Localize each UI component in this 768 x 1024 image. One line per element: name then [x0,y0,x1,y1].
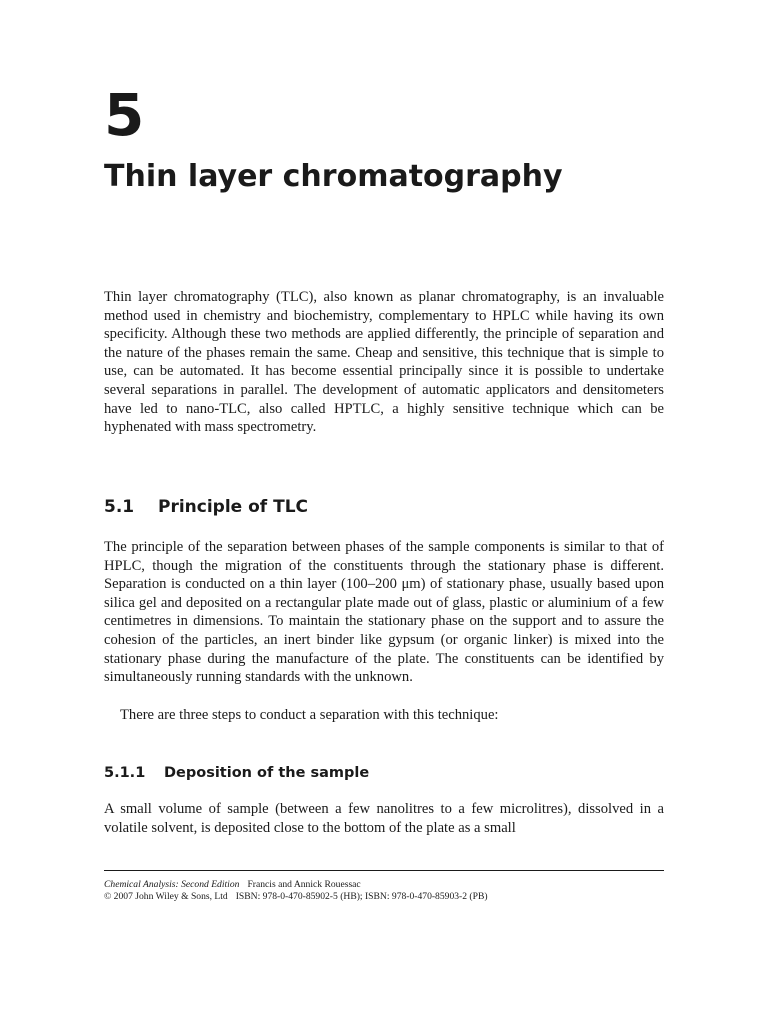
chapter-number: 5 [104,81,145,149]
footer-book-title: Chemical Analysis: Second Edition [104,879,240,890]
section-5-1-paragraph-1: The principle of the separation between phases of the sample components is similar to that of HPLC, though the migration of the constituents through the stationary phase is different. Separation is conducted on a thin layer (100–200 μm) of stationary phase, usually based upon silica gel and deposited on a rectangular plate made out of glass, plastic or aluminium of a few centimetres in dimensions. To maintain the stationary phase on the support and to assure the cohesion of the particles, an inert binder like gypsum (or organic linker) is mixed into the stationary phase during the manufacture of the plate. The constituents can be identified by simultaneously running standards with the unknown. [104,539,664,686]
section-number: 5.1 [104,497,135,517]
footer-isbn: ISBN: 978-0-470-85902-5 (HB); ISBN: 978-0-470-85903-2 (PB) [235,891,488,902]
subsection-title: Deposition of the sample [164,765,370,781]
subsection-heading-5-1-1 [104,765,369,781]
footer-line-2 [104,891,664,903]
subsection-number: 5.1.1 [104,765,146,781]
footer-line-1 [104,879,664,891]
footer-authors: Francis and Annick Rouessac [247,879,361,890]
chapter-title: Thin layer chromatography [104,159,563,194]
section-title: Principle of TLC [158,497,309,517]
section-5-1-paragraph-2: There are three steps to conduct a separation with this technique: [120,707,499,723]
section-heading-5-1 [104,497,308,517]
footer-copyright: © 2007 John Wiley & Sons, Ltd [104,891,228,902]
section-5-1-1-paragraph-1: A small volume of sample (between a few nanolitres to a few microlitres), dissolved in a volatile solvent, is deposited close to the bottom of the plate as a small [104,801,664,836]
footer-divider [104,870,664,871]
intro-paragraph: Thin layer chromatography (TLC), also known as planar chromatography, is an invaluable method used in chemistry and biochemistry, complementary to HPLC while having its own specificity. Although these two methods are applied differently, the principle of separation and the nature of the phases remain the same. Cheap and sensitive, this technique that is simple to use, can be automated. It has become essential principally since it is possible to undertake several separations in parallel. The development of automatic applicators and densitometers have led to nano-TLC, also called HPTLC, a highly sensitive technique which can be hyphenated with mass spectrometry. [104,289,664,436]
